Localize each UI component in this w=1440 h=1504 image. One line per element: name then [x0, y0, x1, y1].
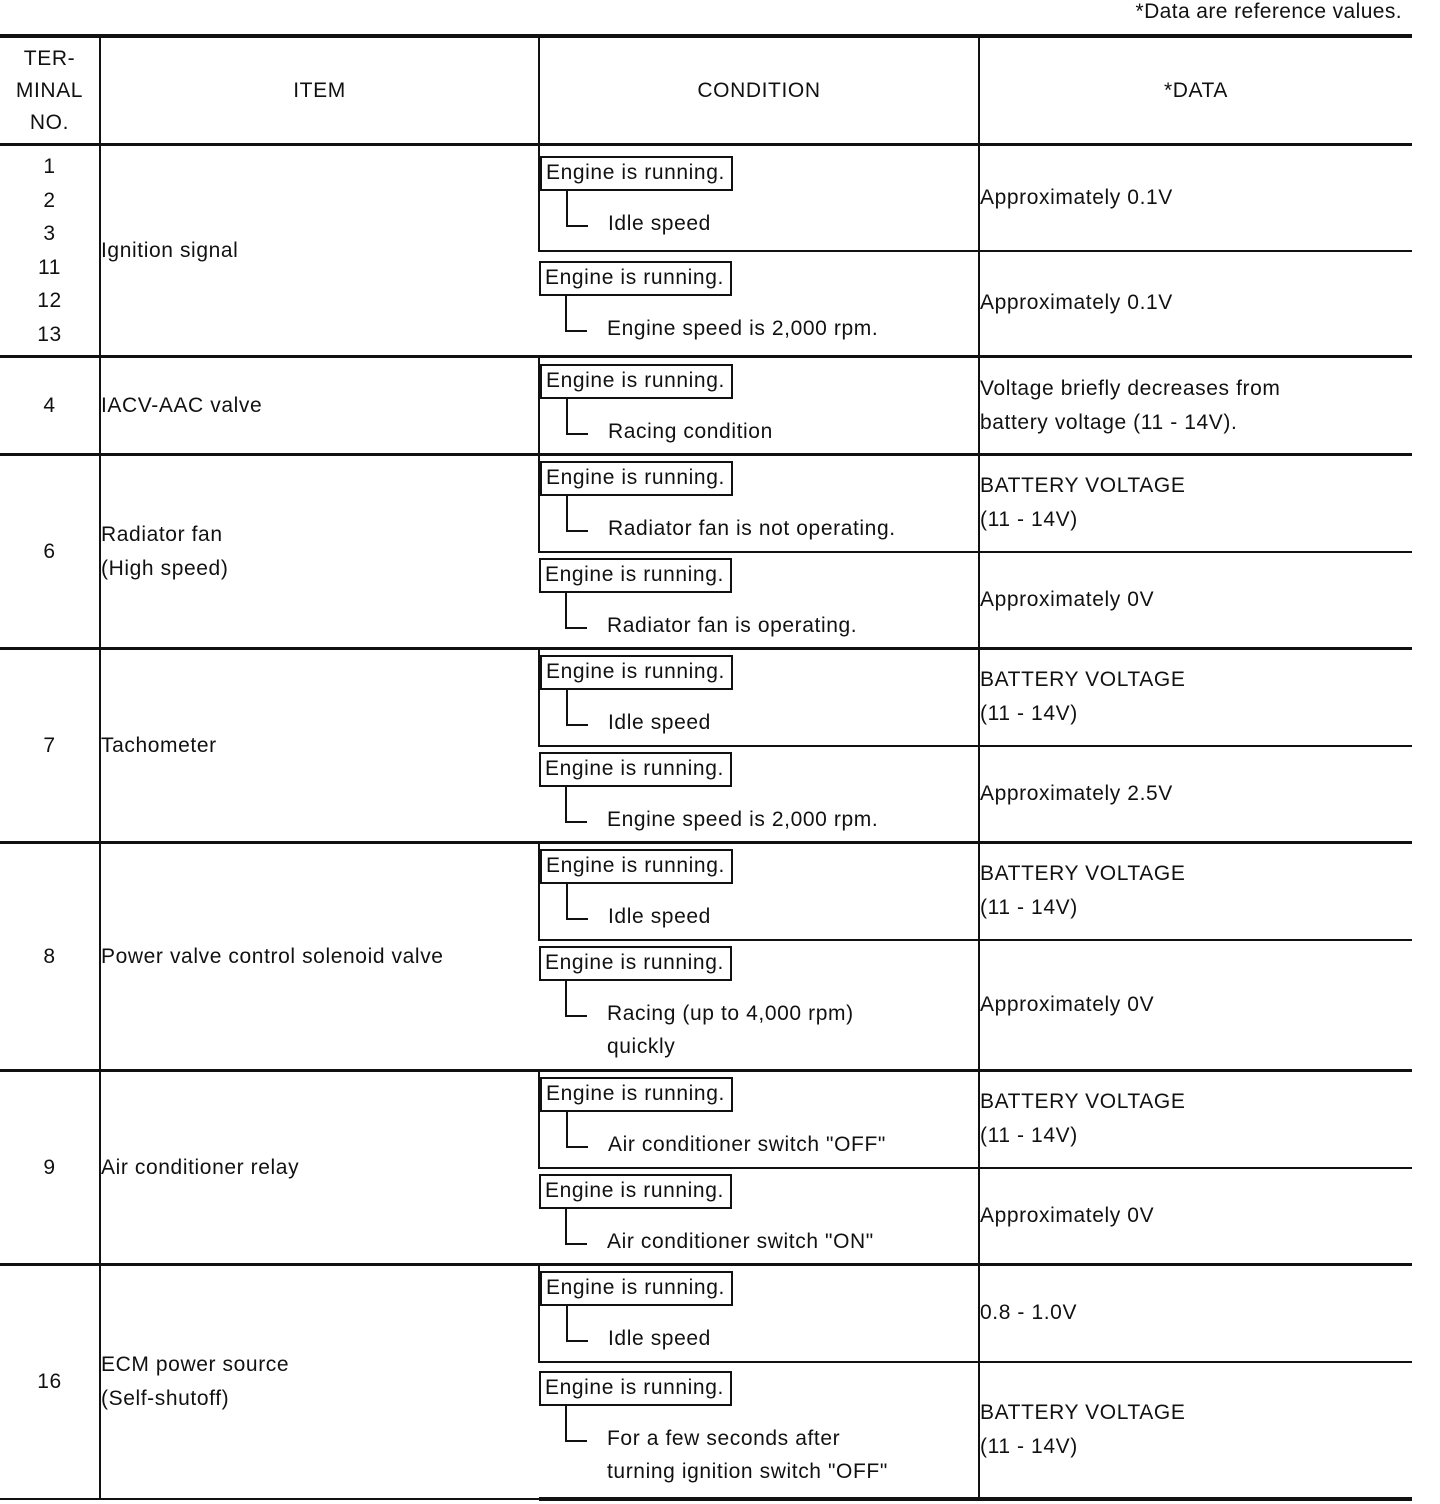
- table-row: [0, 455, 1412, 552]
- terminal-no-cell: [0, 843, 100, 1071]
- condition-detail-text: turning ignition switch "OFF": [607, 1460, 888, 1483]
- condition-detail-text: Radiator fan is operating.: [607, 613, 858, 637]
- terminal-no: 1: [43, 155, 56, 178]
- data-cell: [979, 1071, 1412, 1168]
- condition-detail-text: Idle speed: [608, 1327, 711, 1351]
- data-value: BATTERY VOLTAGE: [980, 1090, 1186, 1114]
- item-cell: [100, 843, 539, 1071]
- data-value: Approximately 0.1V: [980, 185, 1173, 209]
- condition-state-box: Engine is running.: [540, 655, 733, 690]
- bracket-connector-icon: [565, 1406, 587, 1442]
- data-value: (11 - 14V): [980, 702, 1078, 726]
- condition-detail-text: Engine speed is 2,000 rpm.: [607, 317, 879, 341]
- header-item: ITEM: [100, 36, 539, 145]
- condition-detail-text: Air conditioner switch "ON": [607, 1229, 874, 1253]
- terminal-no: 11: [38, 255, 61, 279]
- item-text: (Self-shutoff): [101, 1386, 230, 1410]
- terminal-no: 3: [43, 222, 56, 245]
- header-terminal-line: TER-: [23, 46, 76, 70]
- terminal-reference-table: [0, 34, 1412, 1501]
- condition-detail-text: For a few seconds after: [607, 1427, 841, 1450]
- data-value: Approximately 0V: [980, 587, 1155, 611]
- condition-detail-text: Radiator fan is not operating.: [608, 517, 896, 541]
- item-cell: [100, 455, 539, 649]
- item-text: Ignition signal: [101, 238, 239, 262]
- terminal-no-cell: [0, 357, 100, 455]
- condition-detail: [565, 296, 978, 345]
- header-terminal-no: [0, 36, 100, 145]
- terminal-no: 4: [43, 393, 56, 417]
- table-header-row: [0, 36, 1412, 145]
- condition-detail: [566, 1112, 978, 1161]
- data-value: (11 - 14V): [980, 896, 1078, 920]
- condition-detail: [566, 496, 978, 545]
- item-text: Air conditioner relay: [101, 1155, 300, 1179]
- condition-cell: [539, 455, 979, 552]
- condition-detail: [565, 1406, 978, 1488]
- bracket-connector-icon: [565, 593, 587, 629]
- condition-state-box: Engine is running.: [540, 1271, 733, 1306]
- data-value: Approximately 2.5V: [980, 781, 1173, 805]
- terminal-no: 2: [43, 188, 56, 212]
- table-row: [0, 1265, 1412, 1362]
- table-row: [0, 649, 1412, 746]
- item-cell: [100, 1071, 539, 1265]
- condition-state-box: Engine is running.: [540, 1077, 733, 1112]
- bracket-connector-icon: [565, 787, 587, 823]
- data-cell: [979, 455, 1412, 552]
- condition-state-box: Engine is running.: [539, 752, 732, 787]
- data-value: battery voltage (11 - 14V).: [980, 410, 1238, 434]
- data-cell: [979, 649, 1412, 746]
- condition-detail: [566, 690, 978, 739]
- condition-detail-text: Idle speed: [608, 905, 711, 929]
- bracket-connector-icon: [566, 1306, 588, 1342]
- terminal-no: 16: [37, 1370, 62, 1393]
- condition-state-box: Engine is running.: [540, 156, 733, 191]
- data-value: Approximately 0V: [980, 992, 1155, 1016]
- bracket-connector-icon: [565, 296, 587, 332]
- table-row: [0, 1071, 1412, 1168]
- data-value: Voltage briefly decreases from: [980, 376, 1281, 400]
- condition-state-box: Engine is running.: [539, 946, 732, 981]
- condition-detail: [566, 884, 978, 933]
- data-cell: [979, 552, 1412, 649]
- terminal-no-cell: [0, 455, 100, 649]
- condition-cell: [539, 649, 979, 746]
- data-value: BATTERY VOLTAGE: [980, 668, 1186, 692]
- terminal-no-cell: [0, 145, 100, 357]
- data-cell: [979, 940, 1412, 1071]
- table-row: [0, 145, 1412, 251]
- item-cell: [100, 145, 539, 357]
- terminal-no: 8: [43, 944, 56, 968]
- data-cell: [979, 1362, 1412, 1499]
- table-body: [0, 145, 1412, 1499]
- table-row: [0, 843, 1412, 940]
- bracket-connector-icon: [565, 1209, 587, 1245]
- condition-cell: [539, 746, 979, 843]
- bracket-connector-icon: [566, 690, 588, 726]
- condition-detail-text: Racing (up to 4,000 rpm): [607, 1002, 854, 1026]
- condition-detail-text: Engine speed is 2,000 rpm.: [607, 807, 879, 831]
- data-value: BATTERY VOLTAGE: [980, 1400, 1186, 1424]
- table-row: [0, 357, 1412, 455]
- data-cell: [979, 843, 1412, 940]
- terminal-no: 13: [37, 322, 62, 346]
- condition-cell: [539, 145, 979, 251]
- terminal-no-cell: [0, 1265, 100, 1499]
- condition-detail: [565, 981, 978, 1063]
- data-value: Approximately 0V: [980, 1203, 1155, 1227]
- header-terminal-line: MINAL: [15, 78, 84, 102]
- data-cell: [979, 746, 1412, 843]
- terminal-no-cell: [0, 649, 100, 843]
- header-data: *DATA: [979, 36, 1412, 145]
- terminal-no-cell: [0, 1071, 100, 1265]
- condition-cell: [539, 251, 979, 357]
- header-condition: CONDITION: [539, 36, 979, 145]
- condition-state-box: Engine is running.: [540, 364, 733, 399]
- item-cell: [100, 649, 539, 843]
- item-cell: [100, 1265, 539, 1499]
- bracket-connector-icon: [566, 1112, 588, 1148]
- terminal-no: 9: [43, 1155, 56, 1179]
- item-text: Radiator fan: [101, 522, 223, 546]
- condition-state-box: Engine is running.: [539, 558, 732, 593]
- item-text: Tachometer: [101, 733, 217, 757]
- condition-state-box: Engine is running.: [539, 1174, 732, 1209]
- data-cell: [979, 1265, 1412, 1362]
- data-value: 0.8 - 1.0V: [980, 1301, 1078, 1325]
- bracket-connector-icon: [566, 191, 588, 227]
- data-value: BATTERY VOLTAGE: [980, 474, 1186, 498]
- data-value: Approximately 0.1V: [980, 291, 1173, 315]
- condition-cell: [539, 1071, 979, 1168]
- item-text: ECM power source: [101, 1352, 290, 1376]
- terminal-no: 12: [37, 289, 62, 312]
- condition-state-box: Engine is running.: [539, 261, 732, 296]
- condition-detail-text: Idle speed: [608, 711, 711, 735]
- condition-cell: [539, 357, 979, 455]
- bracket-connector-icon: [566, 496, 588, 532]
- data-value: (11 - 14V): [980, 1124, 1078, 1148]
- condition-detail-text: Idle speed: [608, 211, 711, 235]
- item-text: IACV-AAC valve: [101, 393, 263, 417]
- condition-detail: [565, 787, 978, 836]
- condition-detail: [565, 1209, 978, 1258]
- data-value: (11 - 14V): [980, 508, 1078, 532]
- bracket-connector-icon: [566, 399, 588, 435]
- condition-cell: [539, 1362, 979, 1499]
- condition-detail: [566, 191, 978, 240]
- condition-state-box: Engine is running.: [540, 461, 733, 496]
- reference-note: *Data are reference values.: [1135, 0, 1402, 23]
- condition-detail-text: quickly: [607, 1035, 676, 1059]
- condition-cell: [539, 552, 979, 649]
- item-cell: [100, 357, 539, 455]
- bracket-connector-icon: [565, 981, 587, 1017]
- terminal-no: 6: [43, 539, 56, 563]
- condition-cell: [539, 940, 979, 1071]
- condition-cell: [539, 843, 979, 940]
- data-value: (11 - 14V): [980, 1434, 1078, 1458]
- condition-state-box: Engine is running.: [539, 1371, 732, 1406]
- condition-cell: [539, 1265, 979, 1362]
- header-terminal-line: NO.: [29, 110, 70, 134]
- item-text: (High speed): [101, 556, 229, 580]
- condition-state-box: Engine is running.: [540, 849, 733, 884]
- data-value: BATTERY VOLTAGE: [980, 862, 1186, 886]
- data-cell: [979, 1168, 1412, 1265]
- condition-detail: [566, 399, 978, 448]
- data-cell: [979, 145, 1412, 251]
- item-text: Power valve control solenoid valve: [101, 944, 444, 968]
- condition-detail: [566, 1306, 978, 1355]
- terminal-no: 7: [43, 733, 56, 757]
- data-cell: [979, 251, 1412, 357]
- condition-detail: [565, 593, 978, 642]
- bracket-connector-icon: [566, 884, 588, 920]
- condition-cell: [539, 1168, 979, 1265]
- condition-detail-text: Air conditioner switch "OFF": [608, 1133, 886, 1157]
- data-cell: [979, 357, 1412, 455]
- condition-detail-text: Racing condition: [608, 419, 773, 443]
